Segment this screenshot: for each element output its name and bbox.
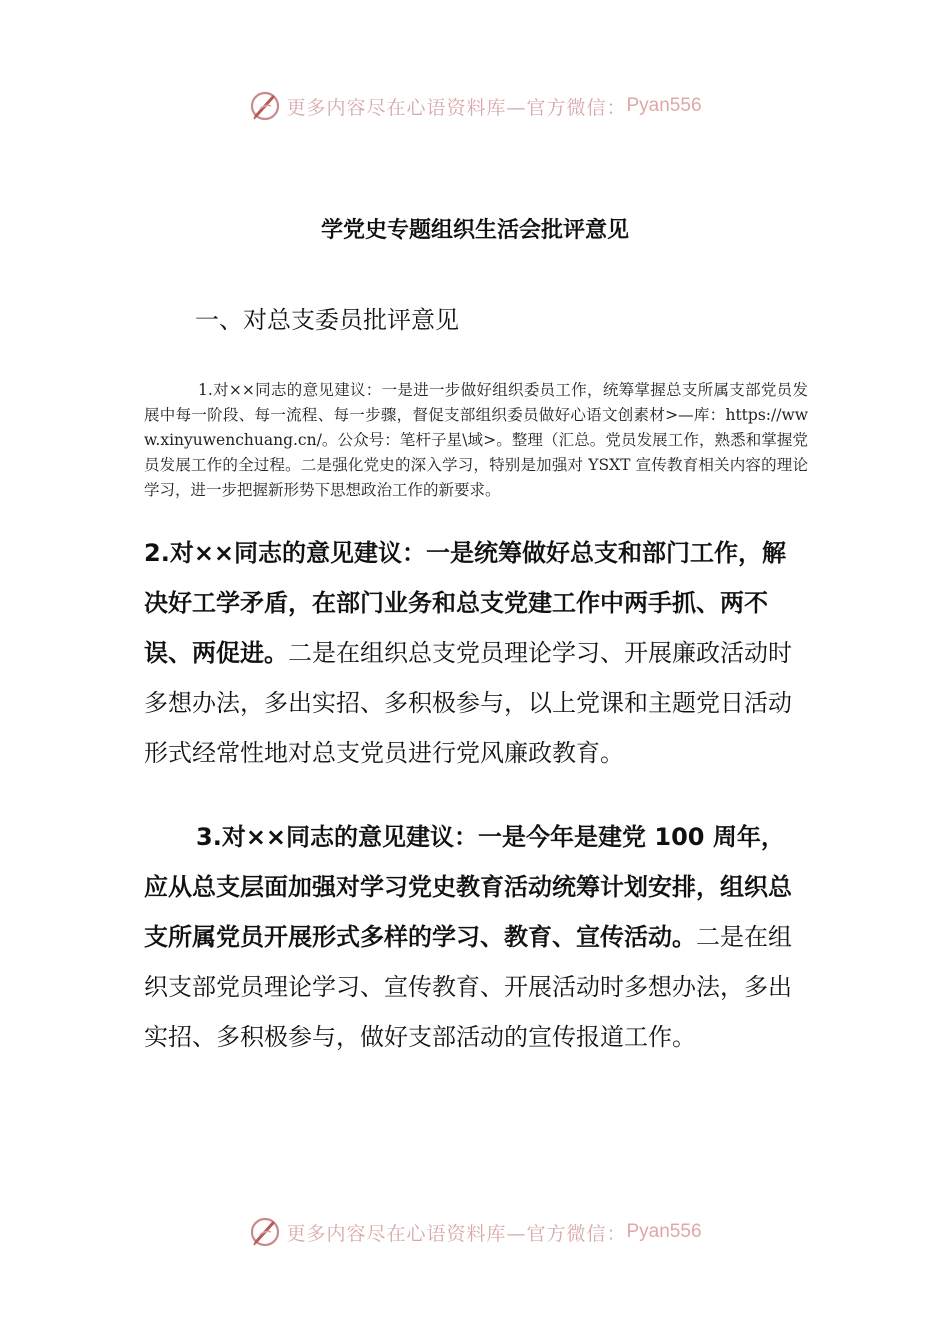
paragraph-2 xyxy=(144,528,808,778)
paragraph-2-rest: 二是在组织总支党员理论学习、开展廉政活动时多想办法，多出实招、多积极参与，以上党课和主题党日活动形式经常性地对总支党员进行党风廉政教育。 xyxy=(144,639,792,767)
document-title: 学党史专题组织生活会批评意见 xyxy=(320,218,629,243)
watermark-wechat-id: Pyan556 xyxy=(626,95,702,116)
watermark-text: 更多内容尽在心语资料库—官方微信： xyxy=(286,1222,627,1245)
section-heading: 一、对总支委员批评意见 xyxy=(195,306,459,334)
watermark-header xyxy=(0,84,950,128)
watermark-text: 更多内容尽在心语资料库—官方微信： xyxy=(286,96,627,119)
paragraph-2-bold: 2.对××同志的意见建议：一是统筹做好总支和部门工作，解决好工学矛盾，在部门业务和总支党建工作中两手抓、两不误、两促进。 xyxy=(144,539,787,667)
watermark-wechat-id: Pyan556 xyxy=(626,1221,702,1242)
pen-logo-icon xyxy=(248,89,282,123)
paragraph-3-rest: 二是在组织支部党员理论学习、宣传教育、开展活动时多想办法，多出实招、多积极参与，做好支部活动的宣传报道工作。 xyxy=(144,923,792,1051)
pen-logo-icon xyxy=(248,1215,282,1249)
paragraph-1: 1.对××同志的意见建议：一是进一步做好组织委员工作，统筹掌握总支所属支部党员发展中每一阶段、每一流程、每一步骤，督促支部组织委员做好心语文创素材>—库：https://www.xinyuwenchuang.cn/。公众号：笔杆子星\域>。整理（汇总。党员发展工作，熟悉和掌握党员发展工作的全过程。二是强化党史的深入学习，特别是加强对 YSXT 宣传教育相关内容的理论学习，进一步把握新形势下思想政治工作的新要求。 xyxy=(144,381,808,499)
paragraph-3-bold: 3.对××同志的意见建议：一是今年是建党 100 周年，应从总支层面加强对学习党史教育活动统筹计划安排，组织总支所属党员开展形式多样的学习、教育、宣传活动。 xyxy=(144,823,792,951)
paragraph-3 xyxy=(144,812,808,1062)
watermark-footer xyxy=(0,1210,950,1254)
